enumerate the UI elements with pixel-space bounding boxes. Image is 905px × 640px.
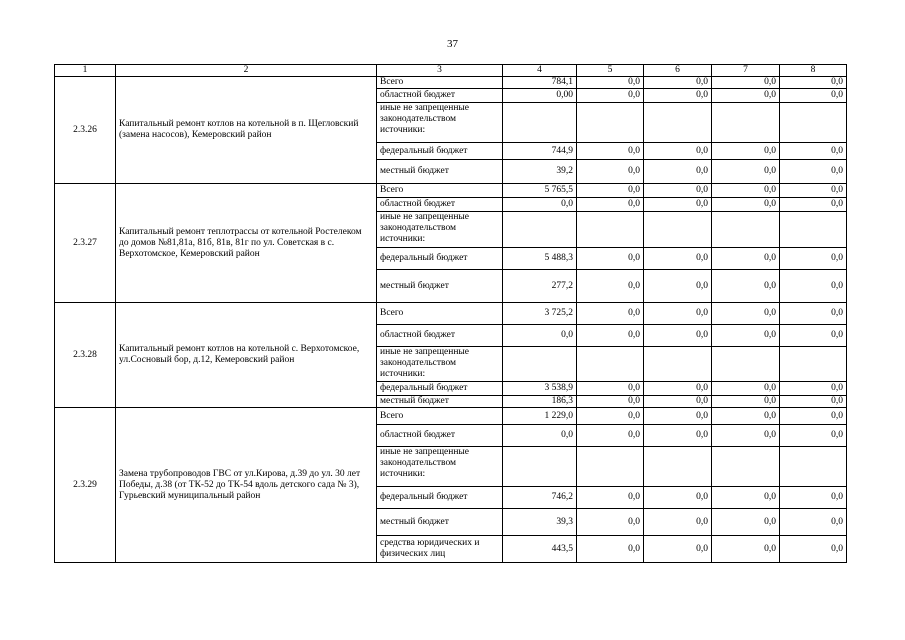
column-header: 4 bbox=[503, 65, 577, 77]
amount-cell: 0,0 bbox=[577, 536, 644, 563]
amount-cell: 0,0 bbox=[712, 325, 780, 347]
amount-cell: 0,0 bbox=[780, 160, 847, 184]
amount-cell: 0,0 bbox=[577, 425, 644, 447]
amount-cell: 0,0 bbox=[780, 408, 847, 425]
amount-cell: 0,0 bbox=[712, 160, 780, 184]
amount-cell bbox=[644, 347, 712, 382]
header-row bbox=[55, 65, 847, 77]
amount-cell: 5 488,3 bbox=[503, 248, 577, 270]
item-description: Капитальный ремонт котлов на котельной с. Верхотомское, ул.Сосновый бор, д.12, Кемеровский район bbox=[116, 303, 377, 408]
amount-cell bbox=[644, 103, 712, 143]
amount-cell: 0,0 bbox=[780, 396, 847, 408]
amount-cell: 0,0 bbox=[644, 248, 712, 270]
amount-cell: 0,0 bbox=[503, 325, 577, 347]
amount-cell: 0,0 bbox=[577, 396, 644, 408]
amount-cell: 0,0 bbox=[644, 509, 712, 536]
funding-source: иные не запрещенные законодательством источники: bbox=[377, 212, 503, 248]
amount-cell: 0,0 bbox=[644, 325, 712, 347]
column-header: 2 bbox=[116, 65, 377, 77]
amount-cell bbox=[780, 103, 847, 143]
amount-cell: 5 765,5 bbox=[503, 184, 577, 198]
amount-cell: 0,0 bbox=[577, 303, 644, 325]
column-header: 7 bbox=[712, 65, 780, 77]
amount-cell: 1 229,0 bbox=[503, 408, 577, 425]
amount-cell: 0,0 bbox=[780, 487, 847, 509]
amount-cell: 0,0 bbox=[644, 89, 712, 103]
amount-cell: 0,0 bbox=[780, 382, 847, 396]
amount-cell: 0,0 bbox=[780, 303, 847, 325]
amount-cell: 0,0 bbox=[644, 160, 712, 184]
amount-cell: 744,9 bbox=[503, 143, 577, 160]
funding-source: Всего bbox=[377, 408, 503, 425]
amount-cell: 0,0 bbox=[577, 77, 644, 89]
column-header: 3 bbox=[377, 65, 503, 77]
amount-cell: 443,5 bbox=[503, 536, 577, 563]
amount-cell: 0,0 bbox=[780, 77, 847, 89]
funding-source: Всего bbox=[377, 77, 503, 89]
funding-source: федеральный бюджет bbox=[377, 487, 503, 509]
amount-cell: 0,0 bbox=[780, 198, 847, 212]
amount-cell: 746,2 bbox=[503, 487, 577, 509]
amount-cell bbox=[644, 212, 712, 248]
amount-cell: 0,0 bbox=[780, 89, 847, 103]
budget-table bbox=[54, 64, 847, 563]
amount-cell bbox=[577, 447, 644, 487]
amount-cell: 0,0 bbox=[712, 396, 780, 408]
amount-cell bbox=[644, 447, 712, 487]
amount-cell bbox=[780, 447, 847, 487]
amount-cell: 0,0 bbox=[577, 198, 644, 212]
amount-cell bbox=[503, 347, 577, 382]
item-code: 2.3.26 bbox=[55, 77, 116, 184]
amount-cell bbox=[503, 103, 577, 143]
amount-cell: 0,0 bbox=[644, 303, 712, 325]
amount-cell: 784,1 bbox=[503, 77, 577, 89]
amount-cell: 0,0 bbox=[644, 408, 712, 425]
amount-cell bbox=[780, 347, 847, 382]
funding-source: федеральный бюджет bbox=[377, 143, 503, 160]
amount-cell: 39,2 bbox=[503, 160, 577, 184]
funding-source: Всего bbox=[377, 184, 503, 198]
amount-cell: 0,0 bbox=[712, 198, 780, 212]
amount-cell: 3 725,2 bbox=[503, 303, 577, 325]
amount-cell: 0,0 bbox=[712, 509, 780, 536]
amount-cell bbox=[780, 212, 847, 248]
amount-cell: 0,0 bbox=[712, 382, 780, 396]
funding-source: местный бюджет bbox=[377, 160, 503, 184]
funding-source: областной бюджет bbox=[377, 89, 503, 103]
column-header: 8 bbox=[780, 65, 847, 77]
amount-cell: 0,0 bbox=[577, 487, 644, 509]
amount-cell: 0,0 bbox=[577, 382, 644, 396]
funding-source: Всего bbox=[377, 303, 503, 325]
table-row bbox=[55, 408, 847, 425]
amount-cell: 0,0 bbox=[780, 248, 847, 270]
item-code: 2.3.28 bbox=[55, 303, 116, 408]
column-header: 6 bbox=[644, 65, 712, 77]
amount-cell: 0,0 bbox=[712, 425, 780, 447]
funding-source: федеральный бюджет bbox=[377, 248, 503, 270]
amount-cell: 0,0 bbox=[577, 89, 644, 103]
funding-source: федеральный бюджет bbox=[377, 382, 503, 396]
amount-cell: 0,0 bbox=[712, 408, 780, 425]
amount-cell bbox=[712, 447, 780, 487]
amount-cell: 0,0 bbox=[712, 89, 780, 103]
funding-source: местный бюджет bbox=[377, 270, 503, 303]
column-header: 5 bbox=[577, 65, 644, 77]
amount-cell: 0,0 bbox=[780, 143, 847, 160]
funding-source: местный бюджет bbox=[377, 396, 503, 408]
amount-cell: 0,0 bbox=[577, 143, 644, 160]
item-code: 2.3.27 bbox=[55, 184, 116, 303]
amount-cell: 0,0 bbox=[503, 198, 577, 212]
funding-source: средства юридических и физических лиц bbox=[377, 536, 503, 563]
amount-cell: 0,0 bbox=[644, 77, 712, 89]
amount-cell bbox=[577, 103, 644, 143]
amount-cell: 0,0 bbox=[712, 184, 780, 198]
amount-cell: 0,00 bbox=[503, 89, 577, 103]
funding-source: иные не запрещенные законодательством источники: bbox=[377, 447, 503, 487]
amount-cell bbox=[503, 447, 577, 487]
amount-cell: 0,0 bbox=[577, 248, 644, 270]
funding-source: областной бюджет bbox=[377, 198, 503, 212]
amount-cell: 186,3 bbox=[503, 396, 577, 408]
item-code: 2.3.29 bbox=[55, 408, 116, 563]
amount-cell: 0,0 bbox=[503, 425, 577, 447]
table-row bbox=[55, 184, 847, 198]
amount-cell: 0,0 bbox=[644, 425, 712, 447]
amount-cell: 0,0 bbox=[577, 408, 644, 425]
item-description: Капитальный ремонт котлов на котельной в п. Щегловский (замена насосов), Кемеровский район bbox=[116, 77, 377, 184]
amount-cell: 0,0 bbox=[644, 143, 712, 160]
amount-cell: 0,0 bbox=[780, 425, 847, 447]
item-description: Замена трубопроводов ГВС от ул.Кирова, д.39 до ул. 30 лет Победы, д.38 (от ТК-52 до ТК-54 вдоль детского сада № 3), Гурьевский муниципальный район bbox=[116, 408, 377, 563]
amount-cell bbox=[577, 212, 644, 248]
amount-cell: 0,0 bbox=[712, 536, 780, 563]
amount-cell bbox=[503, 212, 577, 248]
column-header: 1 bbox=[55, 65, 116, 77]
amount-cell: 0,0 bbox=[712, 143, 780, 160]
amount-cell: 0,0 bbox=[644, 487, 712, 509]
table-row bbox=[55, 303, 847, 325]
funding-source: областной бюджет bbox=[377, 325, 503, 347]
amount-cell: 0,0 bbox=[644, 382, 712, 396]
amount-cell bbox=[712, 347, 780, 382]
funding-source: иные не запрещенные законодательством источники: bbox=[377, 103, 503, 143]
amount-cell: 0,0 bbox=[577, 184, 644, 198]
amount-cell: 0,0 bbox=[644, 396, 712, 408]
funding-source: областной бюджет bbox=[377, 425, 503, 447]
table-row bbox=[55, 77, 847, 89]
amount-cell: 3 538,9 bbox=[503, 382, 577, 396]
amount-cell: 0,0 bbox=[644, 184, 712, 198]
amount-cell: 0,0 bbox=[780, 536, 847, 563]
amount-cell: 0,0 bbox=[644, 536, 712, 563]
amount-cell: 0,0 bbox=[712, 77, 780, 89]
amount-cell: 0,0 bbox=[577, 160, 644, 184]
amount-cell: 0,0 bbox=[712, 487, 780, 509]
amount-cell: 0,0 bbox=[712, 248, 780, 270]
funding-source: иные не запрещенные законодательством источники: bbox=[377, 347, 503, 382]
amount-cell: 0,0 bbox=[577, 325, 644, 347]
amount-cell: 0,0 bbox=[644, 198, 712, 212]
amount-cell: 0,0 bbox=[780, 184, 847, 198]
amount-cell: 0,0 bbox=[577, 509, 644, 536]
amount-cell: 0,0 bbox=[780, 270, 847, 303]
amount-cell bbox=[712, 103, 780, 143]
amount-cell: 0,0 bbox=[644, 270, 712, 303]
amount-cell bbox=[577, 347, 644, 382]
amount-cell: 0,0 bbox=[712, 270, 780, 303]
amount-cell: 0,0 bbox=[780, 325, 847, 347]
amount-cell: 39,3 bbox=[503, 509, 577, 536]
page-number: 37 bbox=[447, 38, 458, 50]
amount-cell: 0,0 bbox=[712, 303, 780, 325]
amount-cell: 277,2 bbox=[503, 270, 577, 303]
item-description: Капитальный ремонт теплотрассы от котельной Ростелеком до домов №81,81а, 81б, 81в, 81г по ул. Советская в с. Верхотомское, Кемеровский район bbox=[116, 184, 377, 303]
funding-source: местный бюджет bbox=[377, 509, 503, 536]
amount-cell: 0,0 bbox=[780, 509, 847, 536]
amount-cell bbox=[712, 212, 780, 248]
amount-cell: 0,0 bbox=[577, 270, 644, 303]
